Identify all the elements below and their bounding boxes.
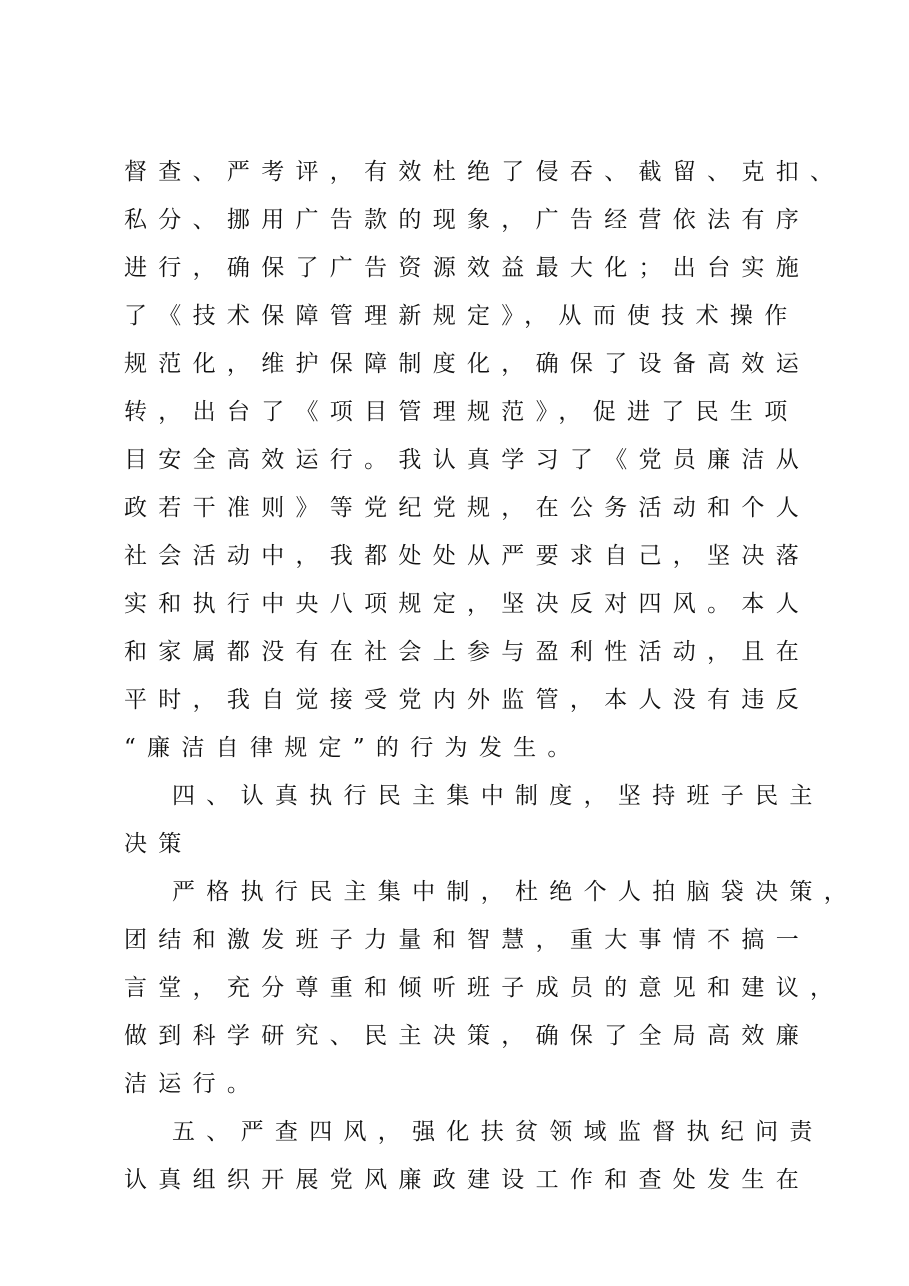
paragraph-line: 严格执行民主集中制，杜绝个人拍脑袋决策， — [172, 879, 858, 905]
paragraph-line: 目安全高效运行。我认真学习了《党员廉洁从 — [124, 447, 810, 473]
paragraph-line: 洁运行。 — [124, 1071, 262, 1097]
paragraph-line: 认真组织开展党风廉政建设工作和查处发生在 — [124, 1167, 810, 1193]
paragraph-line: 转，出台了《项目管理规范》，促进了民生项 — [124, 399, 799, 425]
paragraph-line: 进行，确保了广告资源效益最大化；出台实施 — [124, 255, 810, 281]
paragraph-line: 规范化，维护保障制度化，确保了设备高效运 — [124, 351, 810, 377]
paragraph-line: “廉洁自律规定”的行为发生。 — [124, 735, 582, 761]
paragraph-line: 政若干准则》等党纪党规，在公务活动和个人 — [124, 495, 810, 521]
paragraph-line: 和家属都没有在社会上参与盈利性活动，且在 — [124, 639, 810, 665]
section-heading-4-continued: 决策 — [124, 831, 193, 857]
paragraph-line: 言堂，充分尊重和倾听班子成员的意见和建议， — [124, 975, 845, 1001]
section-heading-4: 四、认真执行民主集中制度，坚持班子民主 — [172, 783, 824, 809]
paragraph-line: 社会活动中，我都处处从严要求自己，坚决落 — [124, 543, 810, 569]
paragraph-line: 团结和激发班子力量和智慧，重大事情不搞一 — [124, 927, 810, 953]
paragraph-line: 督查、严考评，有效杜绝了侵吞、截留、克扣、 — [124, 159, 845, 185]
paragraph-line: 平时，我自觉接受党内外监管，本人没有违反 — [124, 687, 810, 713]
paragraph-line: 做到科学研究、民主决策，确保了全局高效廉 — [124, 1023, 810, 1049]
paragraph-line: 实和执行中央八项规定，坚决反对四风。本人 — [124, 591, 810, 617]
section-heading-5: 五、严查四风，强化扶贫领域监督执纪问责 — [172, 1119, 824, 1145]
paragraph-line: 私分、挪用广告款的现象，广告经营依法有序 — [124, 207, 810, 233]
paragraph-line: 了《技术保障管理新规定》，从而使技术操作 — [124, 303, 799, 329]
